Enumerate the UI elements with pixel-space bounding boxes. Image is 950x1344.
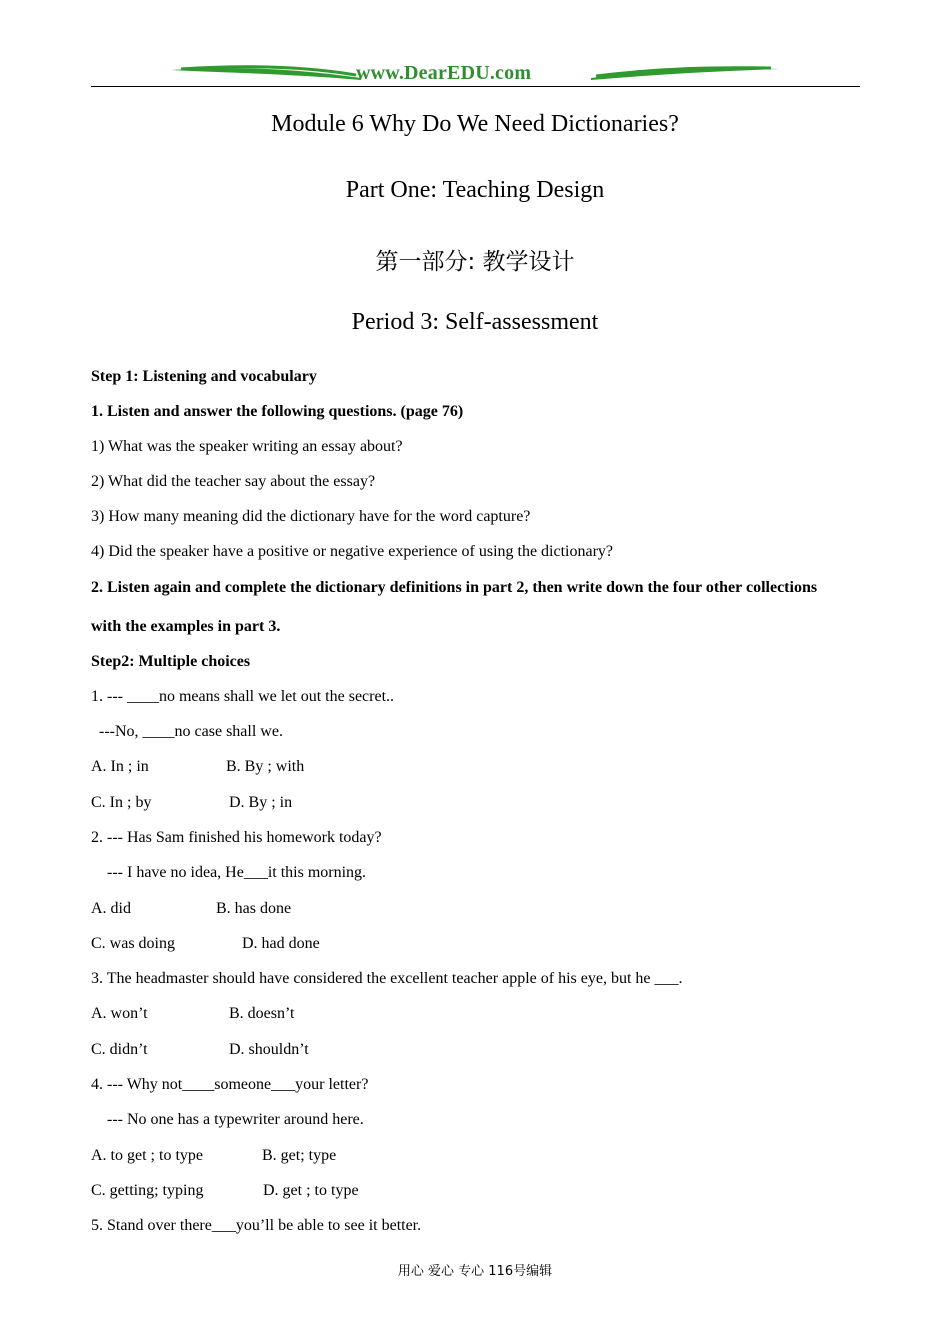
- item5-stem: 5. Stand over there___you’ll be able to see it better.: [91, 1217, 422, 1234]
- step1-heading: Step 1: Listening and vocabulary: [91, 368, 317, 385]
- option-d: D. get ; to type: [263, 1182, 359, 1199]
- page-footer: 用心 爱心 专心 116号编辑: [397, 1264, 553, 1279]
- option-a: A. In ; in: [91, 758, 149, 775]
- question-3: 3) How many meaning did the dictionary have for the word capture?: [91, 508, 531, 525]
- option-d: D. By ; in: [229, 794, 293, 811]
- part-title: Part One: Teaching Design: [345, 177, 605, 203]
- item3-stem: 3. The headmaster should have considered the excellent teacher apple of his eye, but he ___.: [91, 970, 683, 987]
- item4-stem2: --- No one has a typewriter around here.: [91, 1111, 364, 1128]
- question-4: 4) Did the speaker have a positive or negative experience of using the dictionary?: [91, 543, 614, 560]
- option-c: C. was doing: [91, 935, 175, 952]
- item4-options-row1: [91, 1147, 491, 1167]
- option-a: A. did: [91, 900, 131, 917]
- item1-options-row2: [91, 794, 491, 814]
- option-b: B. By ; with: [226, 758, 305, 775]
- item2-options-row1: [91, 900, 491, 920]
- module-title: Module 6 Why Do We Need Dictionaries?: [271, 111, 679, 137]
- item2-options-row2: [91, 935, 491, 955]
- question-1: 1) What was the speaker writing an essay about?: [91, 438, 403, 455]
- item4-options-row2: [91, 1182, 491, 1202]
- option-a: A. won’t: [91, 1005, 148, 1022]
- option-d: D. shouldn’t: [229, 1041, 309, 1058]
- item2-stem: 2. --- Has Sam finished his homework today?: [91, 829, 382, 846]
- logo-text: www.DearEDU.com: [356, 62, 532, 84]
- option-b: B. has done: [216, 900, 292, 917]
- option-c: C. getting; typing: [91, 1182, 204, 1199]
- option-b: B. get; type: [262, 1147, 337, 1164]
- item1-options-row1: [91, 758, 491, 778]
- item1-stem: 1. --- ____no means shall we let out the secret..: [91, 688, 395, 705]
- task2-instruction-line2: with the examples in part 3.: [91, 618, 281, 635]
- item1-stem2: ---No, ____no case shall we.: [91, 723, 283, 740]
- option-d: D. had done: [242, 935, 320, 952]
- item3-options-row2: [91, 1041, 491, 1061]
- option-c: C. In ; by: [91, 794, 152, 811]
- item3-options-row1: [91, 1005, 491, 1025]
- step2-heading: Step2: Multiple choices: [91, 653, 251, 670]
- item4-stem: 4. --- Why not____someone___your letter?: [91, 1076, 369, 1093]
- page-header: [91, 62, 860, 88]
- option-a: A. to get ; to type: [91, 1147, 203, 1164]
- option-c: C. didn’t: [91, 1041, 148, 1058]
- period-title: Period 3: Self-assessment: [351, 309, 599, 335]
- task1-instruction: 1. Listen and answer the following questions. (page 76): [91, 403, 464, 420]
- task2-instruction-line1: 2. Listen again and complete the dictionary definitions in part 2, then write down the four other collections: [91, 579, 818, 596]
- part-title-chinese: 第一部分: 教学设计: [375, 249, 575, 275]
- header-rule: [91, 86, 860, 87]
- question-2: 2) What did the teacher say about the essay?: [91, 473, 376, 490]
- option-b: B. doesn’t: [229, 1005, 295, 1022]
- item2-stem2: --- I have no idea, He___it this morning.: [91, 864, 367, 881]
